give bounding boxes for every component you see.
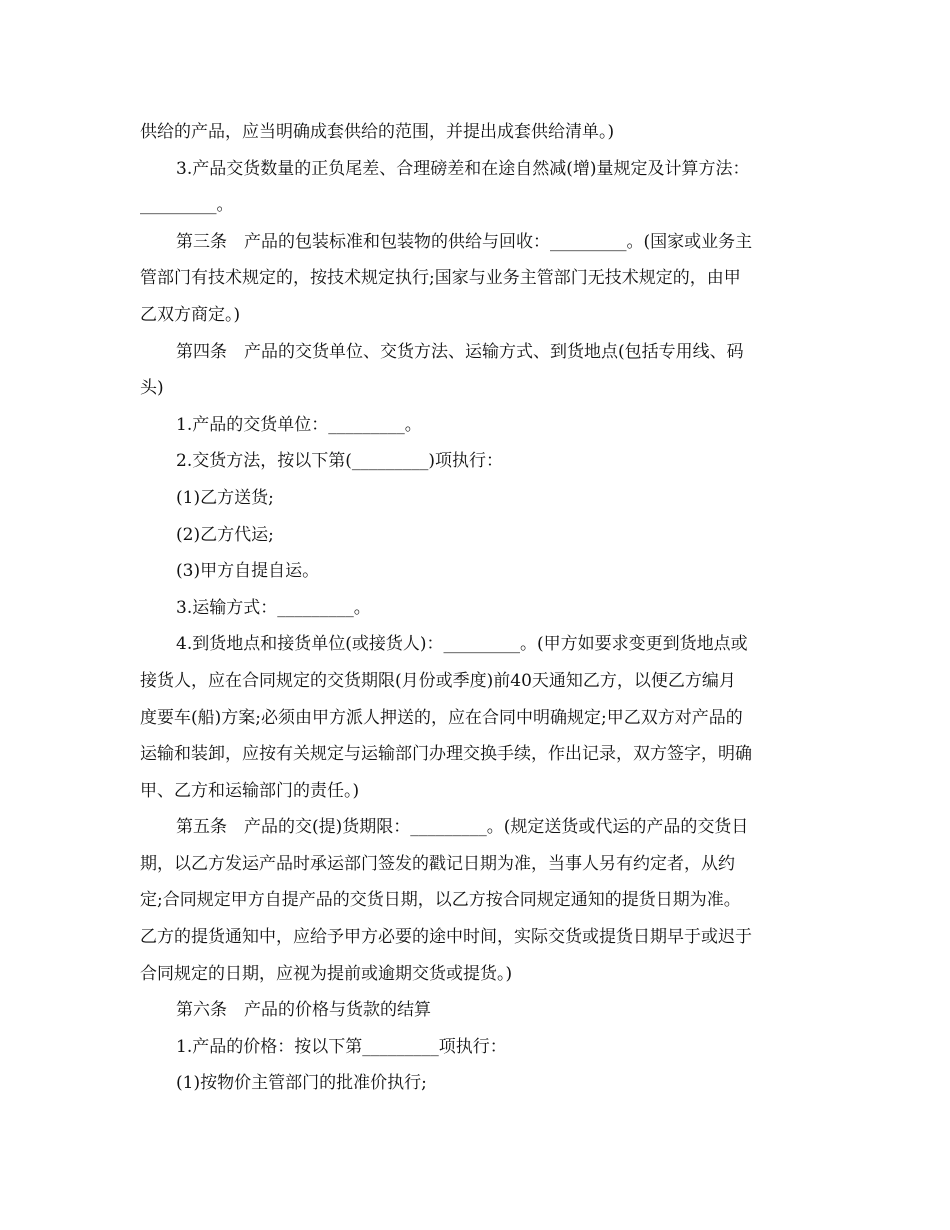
- text-line: _________。: [140, 195, 234, 216]
- text-line: 2.交货方法，按以下第(_________)项执行：: [176, 451, 503, 472]
- text-line: 头): [140, 378, 164, 399]
- text-line: 期，以乙方发运产品时承运部门签发的戳记日期为准，当事人另有约定者，从约: [140, 853, 735, 874]
- text-line: (1)按物价主管部门的批准价执行;: [176, 1073, 427, 1094]
- text-line: 第五条 产品的交(提)货期限：_________。(规定送货或代运的产品的交货日: [176, 817, 749, 838]
- text-line: (3)甲方自提自运。: [176, 561, 320, 582]
- text-line: 合同规定的日期，应视为提前或逾期交货或提货。): [140, 963, 513, 984]
- text-line: 运输和装卸，应按有关规定与运输部门办理交换手续，作出记录，双方签字，明确: [140, 744, 752, 765]
- text-line: 1.产品的价格：按以下第_________项执行：: [176, 1036, 507, 1057]
- text-line: (2)乙方代运;: [176, 524, 274, 545]
- text-line: 度要车(船)方案;必须由甲方派人押送的，应在合同中明确规定;甲乙双方对产品的: [140, 707, 743, 728]
- text-line: 供给的产品，应当明确成套供给的范围，并提出成套供给清单。): [140, 122, 615, 142]
- document-body: [140, 114, 810, 1102]
- text-line: 第六条 产品的价格与货款的结算: [176, 1000, 431, 1021]
- text-line: 乙双方商定。): [140, 304, 241, 325]
- text-line: 3.产品交货数量的正负尾差、合理磅差和在途自然减(增)量规定及计算方法：: [176, 158, 750, 179]
- text-line: 3.运输方式：_________。: [176, 597, 371, 618]
- text-line: (1)乙方送货;: [176, 487, 274, 508]
- text-line: 乙方的提货通知中，应给予甲方必要的途中时间，实际交货或提货日期早于或迟于: [140, 927, 752, 948]
- text-line: 甲、乙方和运输部门的责任。): [140, 780, 360, 801]
- text-line: 管部门有技术规定的，按技术规定执行;国家与业务主管部门无技术规定的，由甲: [140, 268, 741, 289]
- text-line: 4.到货地点和接货单位(或接货人)：_________。(甲方如要求变更到货地点或: [176, 634, 748, 655]
- text-line: 定;合同规定甲方自提产品的交货日期，以乙方按合同规定通知的提货日期为准。: [140, 890, 741, 911]
- text-line: 第三条 产品的包装标准和包装物的供给与回收：_________。(国家或业务主: [176, 231, 753, 252]
- text-line: 接货人，应在合同规定的交货期限(月份或季度)前40天通知乙方，以便乙方编月: [140, 670, 736, 691]
- text-line: 第四条 产品的交货单位、交货方法、运输方式、到货地点(包括专用线、码: [176, 341, 744, 362]
- text-line: 1.产品的交货单位：_________。: [176, 414, 422, 435]
